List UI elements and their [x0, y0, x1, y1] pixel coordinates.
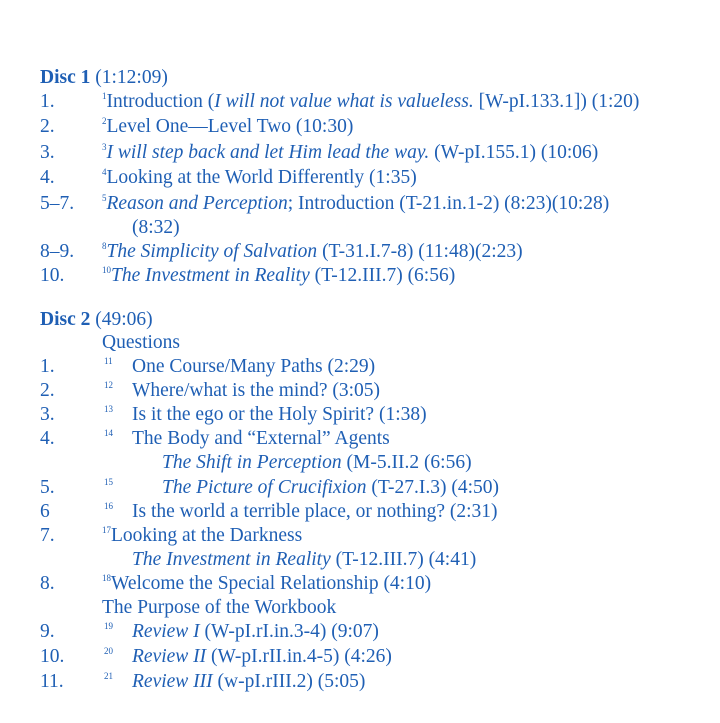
track-title: Where/what is the mind? (3:05): [132, 380, 381, 401]
track-number: 5.: [40, 477, 55, 498]
track-number: 11.: [40, 671, 64, 692]
track-title-italic: I will step back and let Him lead the way.: [106, 142, 430, 163]
track-reference: (T-31.I.7-8) (11:48)(2:23): [317, 241, 523, 262]
track-number: 10.: [40, 265, 65, 286]
track-title: Is it the ego or the Holy Spirit? (1:38): [132, 404, 427, 425]
track-text: [102, 192, 609, 216]
track-reference: [W-pI.133.1]) (1:20): [473, 91, 640, 112]
disc2-duration: (49:06): [95, 309, 153, 330]
track-title: Level One—Level Two (10:30): [106, 116, 354, 137]
track-reference: (W-pI.155.1) (10:06): [429, 142, 599, 163]
track-number: 4.: [40, 428, 55, 449]
track-number: 9.: [40, 621, 55, 642]
track-title-italic: The Picture of Crucifixion: [162, 477, 367, 498]
track-number: 3.: [40, 142, 55, 163]
disc2-label: Disc 2: [40, 309, 91, 330]
track-number: 8–9.: [40, 241, 75, 262]
track-text: [162, 476, 499, 500]
track-reference: (T-27.I.3) (4:50): [366, 477, 500, 498]
track-text: [102, 524, 302, 548]
track-marker: 17: [102, 525, 111, 535]
track-number: 5–7.: [40, 193, 75, 214]
disc1-duration: (1:12:09): [95, 67, 168, 88]
track-marker: 5: [102, 193, 107, 203]
track-text: [102, 115, 353, 139]
track-number: 2.: [40, 116, 55, 137]
track-marker: 1: [102, 91, 107, 101]
section-heading-workbook: The Purpose of the Workbook: [102, 597, 337, 618]
track-reference: (T-12.III.7) (6:56): [309, 265, 456, 286]
track-text: [102, 264, 455, 288]
track-reference: (W-pI.rI.in.3-4) (9:07): [199, 621, 379, 642]
track-title-italic: I will not value what is valueless.: [214, 91, 474, 112]
track-title: The Body and “External” Agents: [132, 428, 390, 449]
track-title-italic: The Investment in Reality: [111, 265, 310, 286]
track-marker: 4: [102, 167, 107, 177]
track-number: 6: [40, 501, 50, 522]
track-title-italic: Review I: [132, 621, 200, 642]
track-text: [102, 240, 523, 264]
disc2-header: [40, 308, 153, 332]
track-marker: 18: [102, 573, 111, 583]
track-title: Looking at the Darkness: [111, 525, 303, 546]
track-listing: Disc 1 (1:12:09) 1. $^1$Introduction (I will not value what is valueless. [W-pI.133.1]) (1:20) 2. $^2$Level One—Level Two (10:30) 3. $^3$I will step back and let Him lead the way. (W-pI.155.1) (10:06) 4. $^4$Looking at the World Differently (1:35) 5–7. $^5$Reason and Perception; Introduction (T-21.in.1-2) (8:23)(10:28) (8:32) 8–9. $^8$The Simplicity of Salvation (T-31.I.7-8) (11:48)(2:23) 10. $^{10}$The Investment in Reality (T-12.III.7) (6:56) Disc 2 (49:06) Questions 1. 11 One Course/Many Paths (2:29) 2. 12 Where/what is the mind? (3:05) 3. 13 Is it the ego or the Holy Spirit? (1:38) 4. 14 The Body and “External” Agents The Shift in Perception (M-5.II.2 (6:56) 5. 15 The Picture of Crucifixion (T-27.I.3) (4:50) 6 16 Is the world a terrible place, or nothing? (2:31) 7. $^{17}$Looking at the Darkness The Investment in Reality (T-12.III.7) (4:41) 8. $^{18}$Welcome the Special Relationship (4:10) The Purpose of the Workbook 9. 19 Review I (W-pI.rI.in.3-4) (9:07) 10. 20 Review II (W-pI.rII.in.4-5) (4:26) 11. 21 Review III (w-pI.rIII.2) (5:05): [40, 67, 640, 692]
track-reference: (M-5.II.2 (6:56): [341, 452, 472, 473]
track-title-italic: Review II: [132, 646, 207, 667]
track-text: [132, 620, 379, 644]
track-title-italic: The Shift in Perception: [162, 452, 342, 473]
track-number: 7.: [40, 525, 55, 546]
track-number: 3.: [40, 404, 55, 425]
track-title-italic: Reason and Perception: [106, 193, 288, 214]
track-number: 8.: [40, 573, 55, 594]
track-title-italic: The Simplicity of Salvation: [106, 241, 318, 262]
track-text: [102, 141, 598, 165]
track-title: Is the world a terrible place, or nothing? (2:31): [132, 501, 498, 522]
track-marker: 2: [102, 116, 107, 126]
track-title-italic: Review III: [132, 671, 213, 692]
track-subline-text: [132, 548, 476, 572]
section-heading-questions: Questions: [102, 332, 180, 353]
track-text: [102, 90, 639, 114]
track-title-italic: The Investment in Reality: [132, 549, 331, 570]
track-number: 4.: [40, 167, 55, 188]
track-title: One Course/Many Paths (2:29): [132, 356, 376, 377]
track-title: Looking at the World Differently (1:35): [106, 167, 417, 188]
track-reference: (w-pI.rIII.2) (5:05): [212, 671, 366, 692]
track-title: Introduction (: [106, 91, 215, 112]
track-reference: (T-12.III.7) (4:41): [330, 549, 477, 570]
track-marker: 10: [102, 265, 111, 275]
disc1-header: [40, 66, 168, 90]
track-title: Welcome the Special Relationship (4:10): [111, 573, 432, 594]
track-text: [102, 166, 417, 190]
track-subline-text: [162, 451, 472, 475]
track-number: 2.: [40, 380, 55, 401]
track-number: 10.: [40, 646, 65, 667]
track-marker: 3: [102, 142, 107, 152]
track-number: 1.: [40, 91, 55, 112]
track-text: [102, 572, 431, 596]
track-continuation: (8:32): [132, 217, 180, 238]
track-number: 1.: [40, 356, 55, 377]
track-reference: (W-pI.rII.in.4-5) (4:26): [206, 646, 392, 667]
disc1-label: Disc 1: [40, 67, 91, 88]
track-text: [132, 670, 365, 694]
track-text: [132, 645, 392, 669]
track-reference: ; Introduction (T-21.in.1-2) (8:23)(10:28): [287, 193, 610, 214]
track-marker: 8: [102, 241, 107, 251]
